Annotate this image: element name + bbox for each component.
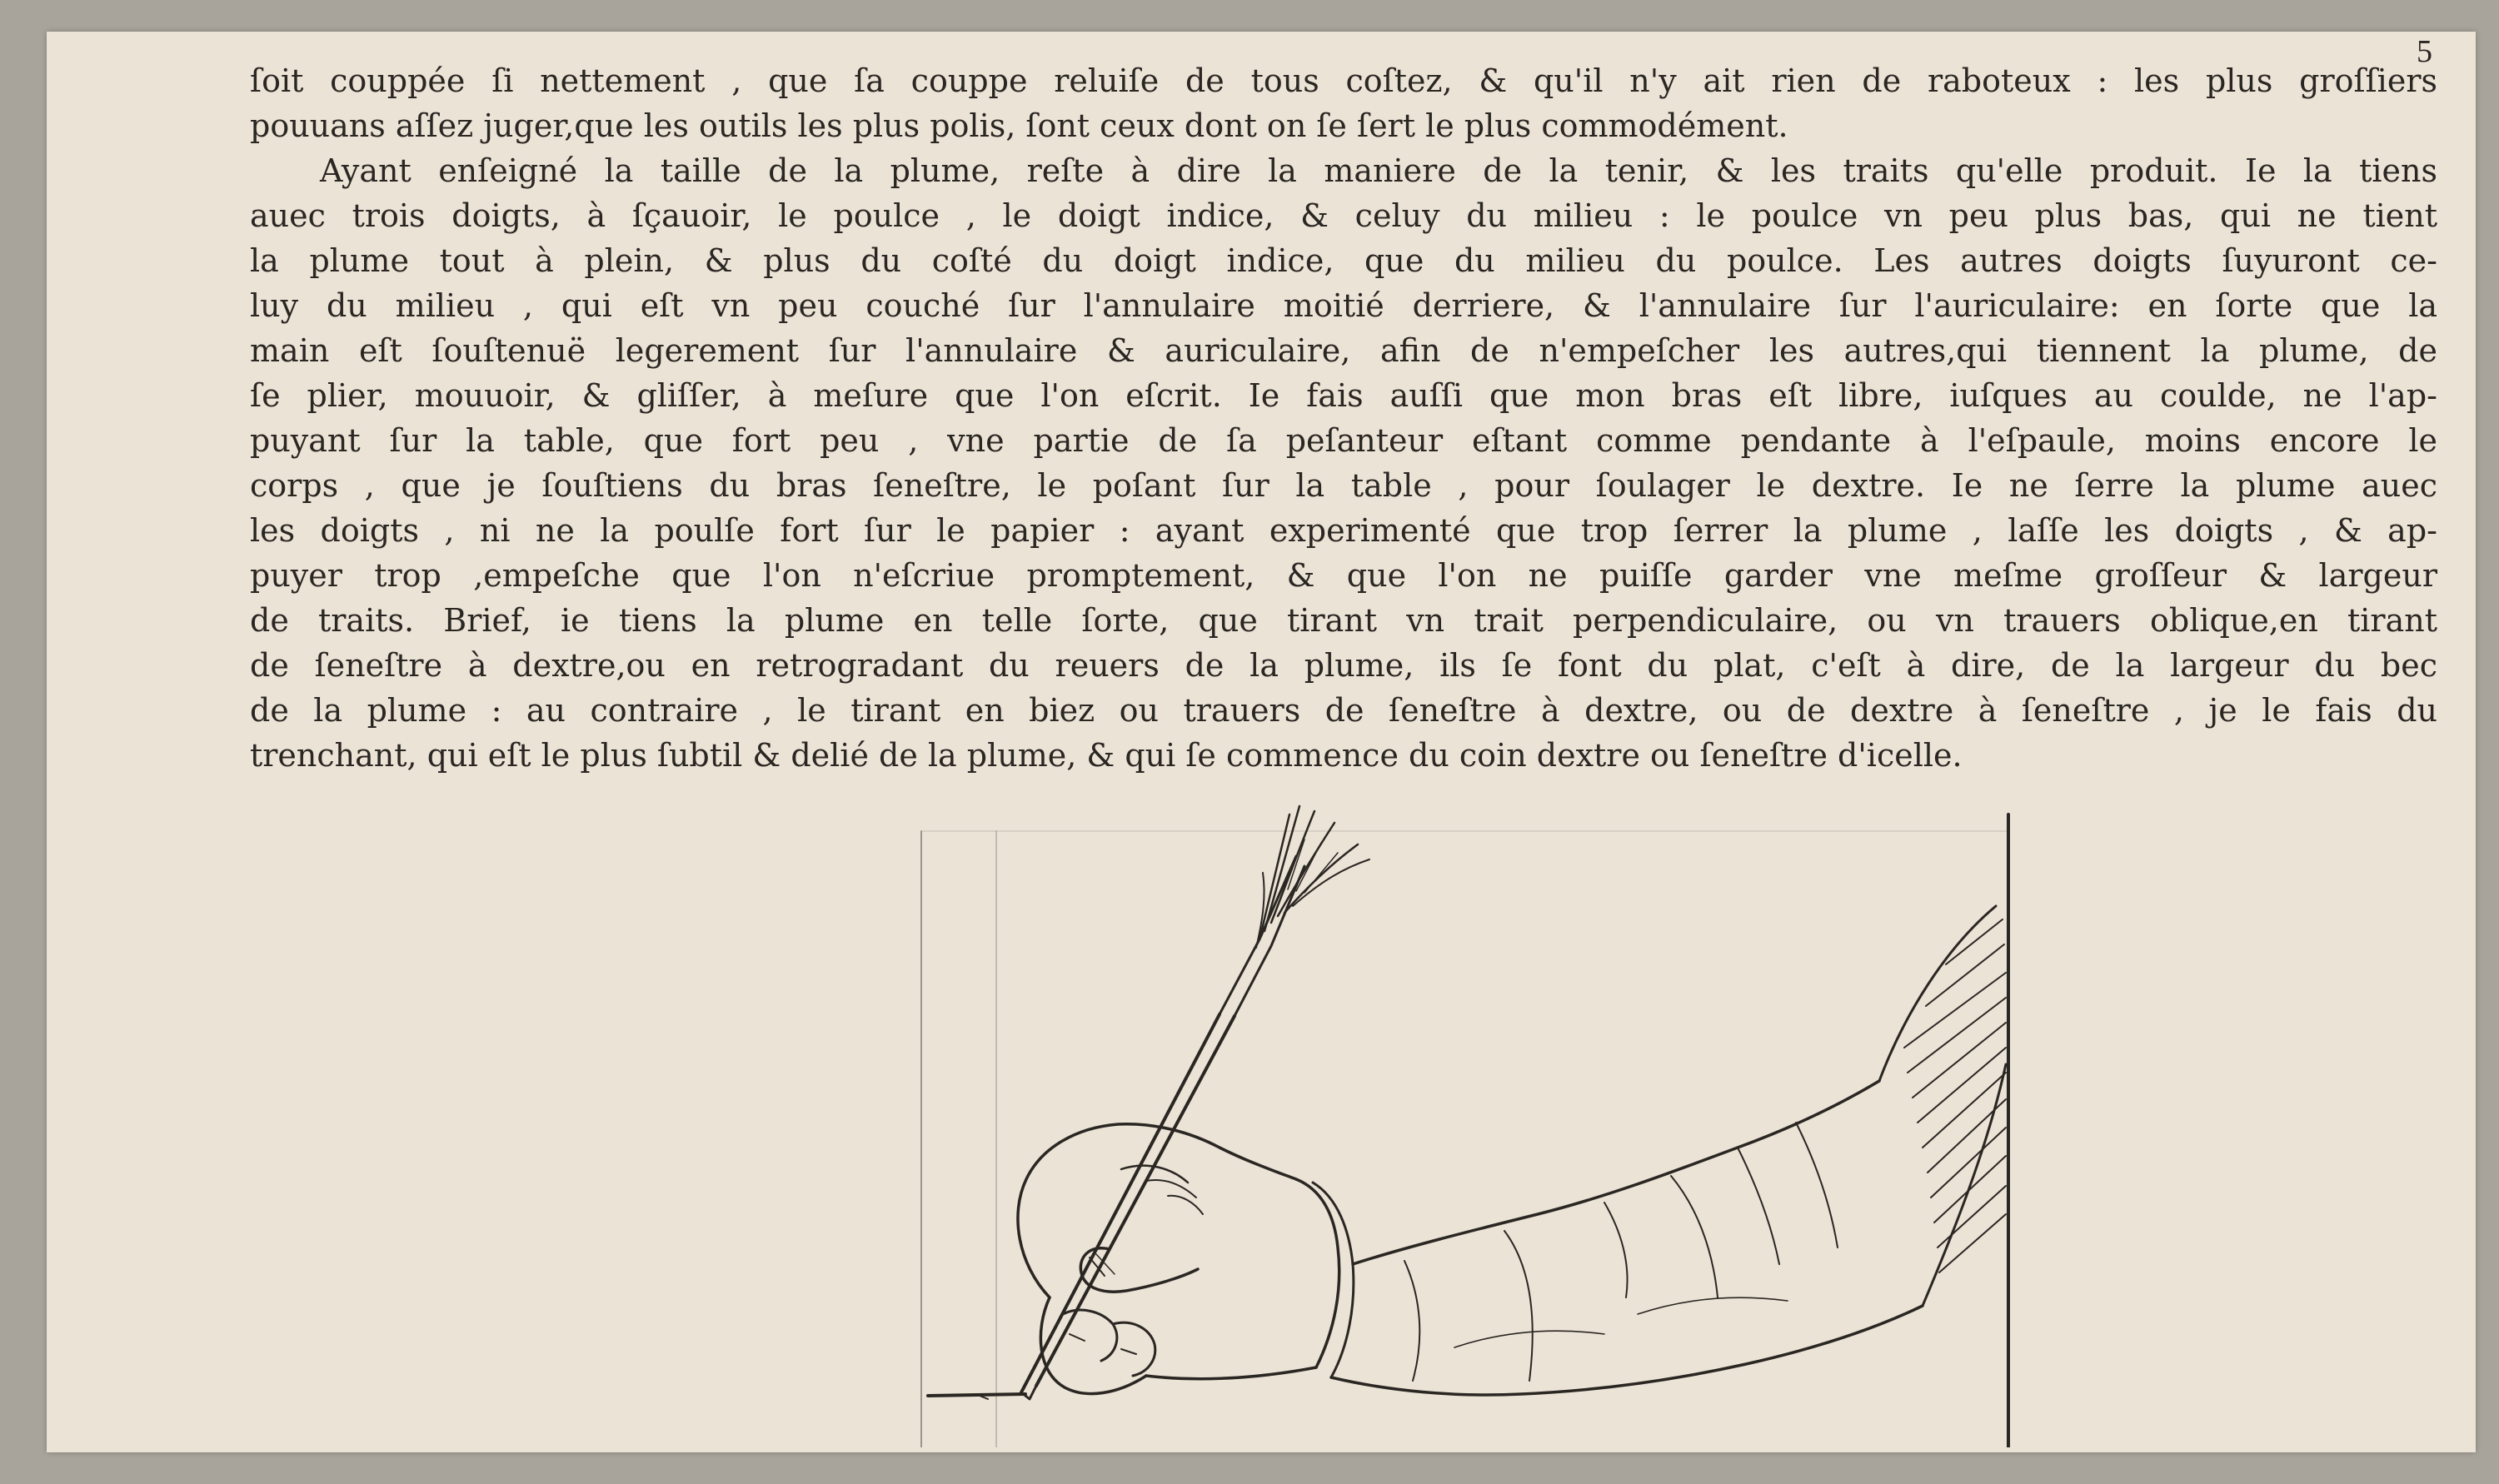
text-line: pouuans aſſez juger,que les outils les plus polis, ſont ceux dont on ſe ſert le plus commodément. [250,107,1788,144]
text-line: puyant ſur la table, que fort peu , vne partie de ſa peſanteur eſtant comme pendante à l'eſpaule, moins encore le [250,422,2437,459]
text-line: de traits. Brief, ie tiens la plume en telle ſorte, que tirant vn trait perpendiculaire, ou vn trauers oblique,en tirant [250,602,2437,639]
text-line: ſe plier, mouuoir, & gliſſer, à meſure que l'on eſcrit. Ie fais auſſi que mon bras eſt libre, iuſques au coulde, ne l'ap- [250,377,2437,414]
page-number: 5 [2417,34,2432,69]
text-line: de ſeneſtre à dextre,ou en retrogradant du reuers de la plume, ils ſe font du plat, c'eſt à dire, de la largeur du bec [250,647,2437,684]
text-line: la plume tout à plein, & plus du coſté du doigt indice, que du milieu du poulce. Les autres doigts ſuyuront ce- [250,242,2437,279]
text-line: de la plume : au contraire , le tirant en biez ou trauers de ſeneſtre à dextre, ou de dextre à ſeneſtre , je le fais du [250,692,2437,729]
text-line: auec trois doigts, à ſçauoir, le poulce , le doigt indice, & celuy du milieu : le poulce vn peu plus bas, qui ne tient [250,197,2437,234]
body-text [250,58,2437,778]
text-line: trenchant, qui eſt le plus ſubtil & delié de la plume, & qui ſe commence du coin dextre ou ſeneſtre d'icelle. [250,737,1963,774]
document-page [47,32,2476,1452]
text-line: Ayant enſeigné la taille de la plume, reſte à dire la maniere de la tenir, & les traits qu'elle produit. Ie la tiens [320,152,2437,189]
text-line: ſoit couppée ſi nettement , que ſa couppe reluiſe de tous coſtez, & qu'il n'y ait rien de raboteux : les plus groſſiers [250,62,2437,99]
text-line: corps , que je ſouſtiens du bras ſeneſtre, le poſant ſur la table , pour ſoulager le dextre. Ie ne ſerre la plume auec [250,467,2437,504]
text-line: main eſt ſouſtenuë legerement ſur l'annulaire & auriculaire, afin de n'empeſcher les autres,qui tiennent la plume, de [250,332,2437,369]
text-line: luy du milieu , qui eſt vn peu couché ſur l'annulaire moitié derriere, & l'annulaire ſur l'auriculaire: en ſorte que la [250,287,2437,324]
hand-quill-engraving [871,798,2071,1447]
text-line: puyer trop ,empeſche que l'on n'eſcriue promptement, & que l'on ne puiſſe garder vne meſme groſſeur & largeur [250,557,2437,594]
text-line: les doigts , ni ne la poulſe fort ſur le papier : ayant experimenté que trop ſerrer la plume , laſſe les doigts , & ap- [250,512,2437,549]
